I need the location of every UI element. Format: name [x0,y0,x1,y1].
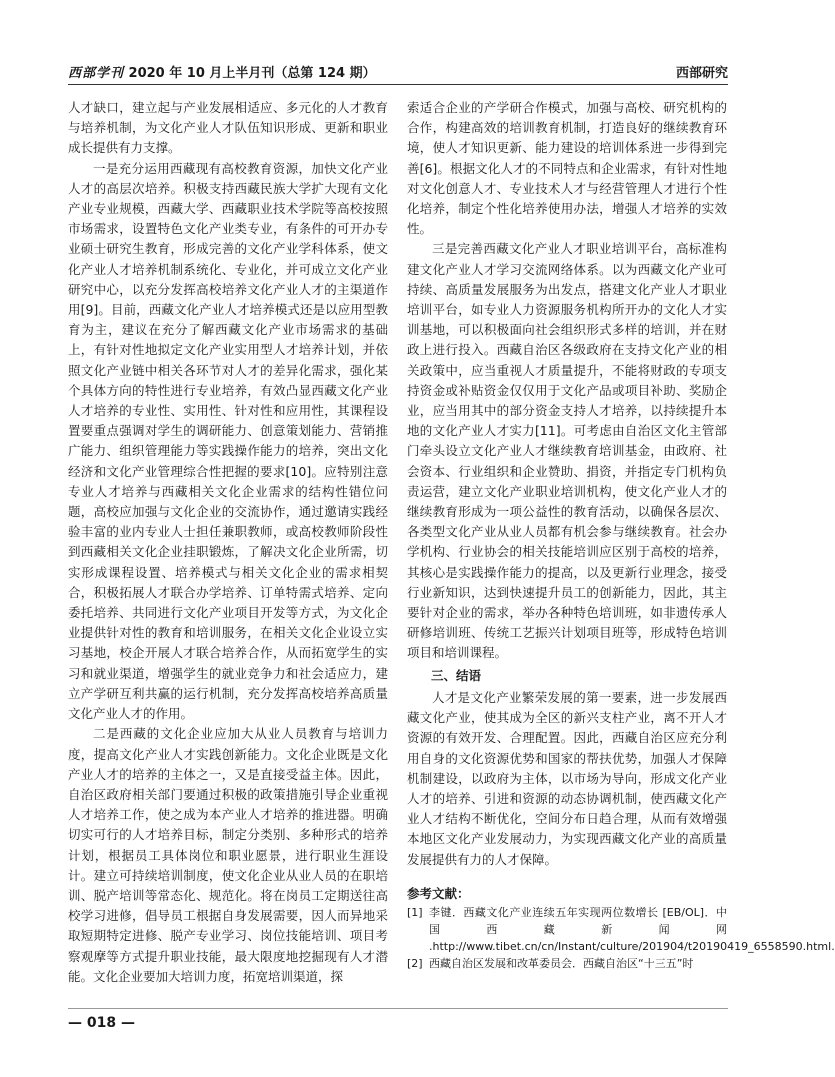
journal-issue [68,62,376,81]
section-label: 西部研究 [675,66,728,81]
reference-item [407,904,835,955]
issue-label: 2020 年 10 月上半月刊（总第 124 期） [128,66,376,81]
reference-number: [1] [407,905,423,919]
paragraph: 人才缺口，建立起与产业发展相适应、多元化的人才教育与培养机制，为文化产业人才队伍知识形成、更新和职业成长提供有力支撑。 [68,100,388,156]
page-number: — 018 — [68,1015,135,1031]
running-header [68,62,728,82]
left-column [68,98,388,987]
journal-logo: 西部学刊 [68,66,125,81]
paragraph: 二是西藏的文化企业应加大从业人员教育与培训力度，提高文化产业人才实践创新能力。文化企业既是文化产业人才的培养的主体之一，又是直接受益主体。因此，自治区政府相关部门要通过积极的政策措施引导企业重视人才培养工作，使之成为本产业人才培养的推进器。明确切实可行的人才培养目标，制定分类别、多种形式的培养计划，根据员工具体岗位和职业愿景，进行职业生涯设计。建立可持续培训制度，使文化企业从业人员的在职培训、脱产培训等常态化、规范化。将在岗员工定期送往高校学习进修，倡导员工根据自身发展需要，因人而异地采取短期特定进修、脱产专业学习、岗位技能培训、项目考察观摩等方式提升职业技能，最大限度地挖掘现有人才潜能。文化企业要加大培训力度，拓宽培训渠道，探 [68,726,388,984]
right-column [407,98,835,972]
reference-text: 李键．西藏文化产业连续五年实现两位数增长 [EB/OL]．中国西藏新闻网 .http://www.tibet.cn/cn/Instant/culture/201904/t20190419_6558590.html. [429,905,835,953]
header-rule [68,84,728,85]
reference-text: 西藏自治区发展和改革委员会．西藏自治区“十三五”时 [429,956,694,970]
reference-number: [2] [407,956,423,970]
references-title: 参考文献： [407,885,470,901]
paragraph: 一是充分运用西藏现有高校教育资源，加快文化产业人才的高层次培养。积极支持西藏民族大学扩大现有文化产业专业规模，西藏大学、西藏职业技术学院等高校按照市场需求，设置特色文化产业类专业，有条件的可开办专业硕士研究生教育，形成完善的文化产业学科体系，使文化产业人才培养机制系统化、专业化，并可成立文化产业研究中心，以充分发挥高校培养文化产业人才的主渠道作用[9]。目前，西藏文化产业人才培养模式还是以应用型教育为主，建议在充分了解西藏文化产业市场需求的基础上，有针对性地拟定文化产业实用型人才培养计划，并依照文化产业链中相关各环节对人才的差异化需求，强化某个具体方向的特性进行专业培养，有效凸显西藏文化产业人才培养的专业性、实用性、针对性和应用性，其课程设置要重点强调对学生的调研能力、创意策划能力、营销推广能力、组织管理能力等实践操作能力的培养，突出文化经济和文化产业管理综合性把握的要求[10]。应特别注意专业人才培养与西藏相关文化企业需求的结构性错位问题，高校应加强与文化企业的交流协作，通过邀请实践经验丰富的业内专业人士担任兼职教师，或高校教师阶段性到西藏相关文化企业挂职锻炼，了解决文化企业所需，切实形成课程设置、培养模式与相关文化企业的需求相契合，积极拓展人才联合办学培养、订单特需式培养、定向委托培养、共同进行文化产业项目开发等方式，为文化企业提供针对性的教育和培训服务，在相关文化企业设立实习基地，校企开展人才联合培养合作，从而拓宽学生的实习和就业渠道，增强学生的就业竞争力和社会适应力，建立产学研互利共赢的运行机制，充分发挥高校培养高质量文化产业人才的作用。 [68,160,388,722]
paragraph: 人才是文化产业繁荣发展的第一要素，进一步发展西藏文化产业，使其成为全区的新兴支柱产业，离不开人才资源的有效开发、合理配置。因此，西藏自治区应充分利用自身的文化资源优势和国家的帮扶优势，加强人才保障机制建设，以政府为主体，以市场为导向，形成文化产业人才的培养、引进和资源的动态协调机制，使西藏文化产业人才结构不断优化，空间分布日趋合理，从而有效增强本地区文化产业发展动力，为实现西藏文化产业的高质量发展提供有力的人才保障。 [407,689,727,867]
paragraph: 索适合企业的产学研合作模式，加强与高校、研究机构的合作，构建高效的培训教育机制，打造良好的继续教育环境，使人才知识更新、能力建设的培训体系进一步得到完善[6]。根据文化人才的不同特点和企业需求，有针对性地对文化创意人才、专业技术人才与经营管理人才进行个性化培养，制定个性化培养使用办法，增强人才培养的实效性。 [407,100,727,237]
section-heading: 三、结语 [431,667,482,683]
paragraph: 三是完善西藏文化产业人才职业培训平台，高标准构建文化产业人才学习交流网络体系。以为西藏文化产业可持续、高质量发展服务为出发点，搭建文化产业人才职业培训平台，如专业人力资源服务机构所开办的文化人才实训基地，可以积极面向社会组织形式多样的培训，并在财政上进行投入。西藏自治区各级政府在支持文化产业的相关政策中，应当重视人才质量提升，不能将财政的专项支持资金或补贴资金仅仅用于文化产品或项目补助、奖励企业，应当用其中的部分资金支持人才培养，以持续提升本地的文化产业人才实力[11]。可考虑由自治区文化主管部门牵头设立文化产业人才继续教育培训基金，由政府、社会资本、行业组织和企业赞助、捐资，并指定专门机构负责运营，建立文化产业职业培训机构，使文化产业人才的继续教育形成为一项公益性的教育活动，以确保各层次、各类型文化产业从业人员都有机会参与继续教育。社会办学机构、行业协会的相关技能培训应区别于高校的培养，其核心是实践操作能力的提高，以及更新行业理念，接受行业新知识，达到快速提升员工的创新能力，因此，其主要针对企业的需求，举办各种特色培训班，如非遗传承人研修培训班、传统工艺振兴计划项目班等，形成特色培训项目和培训课程。 [407,241,727,661]
reference-item [407,955,727,972]
footer-rule [68,1008,728,1009]
